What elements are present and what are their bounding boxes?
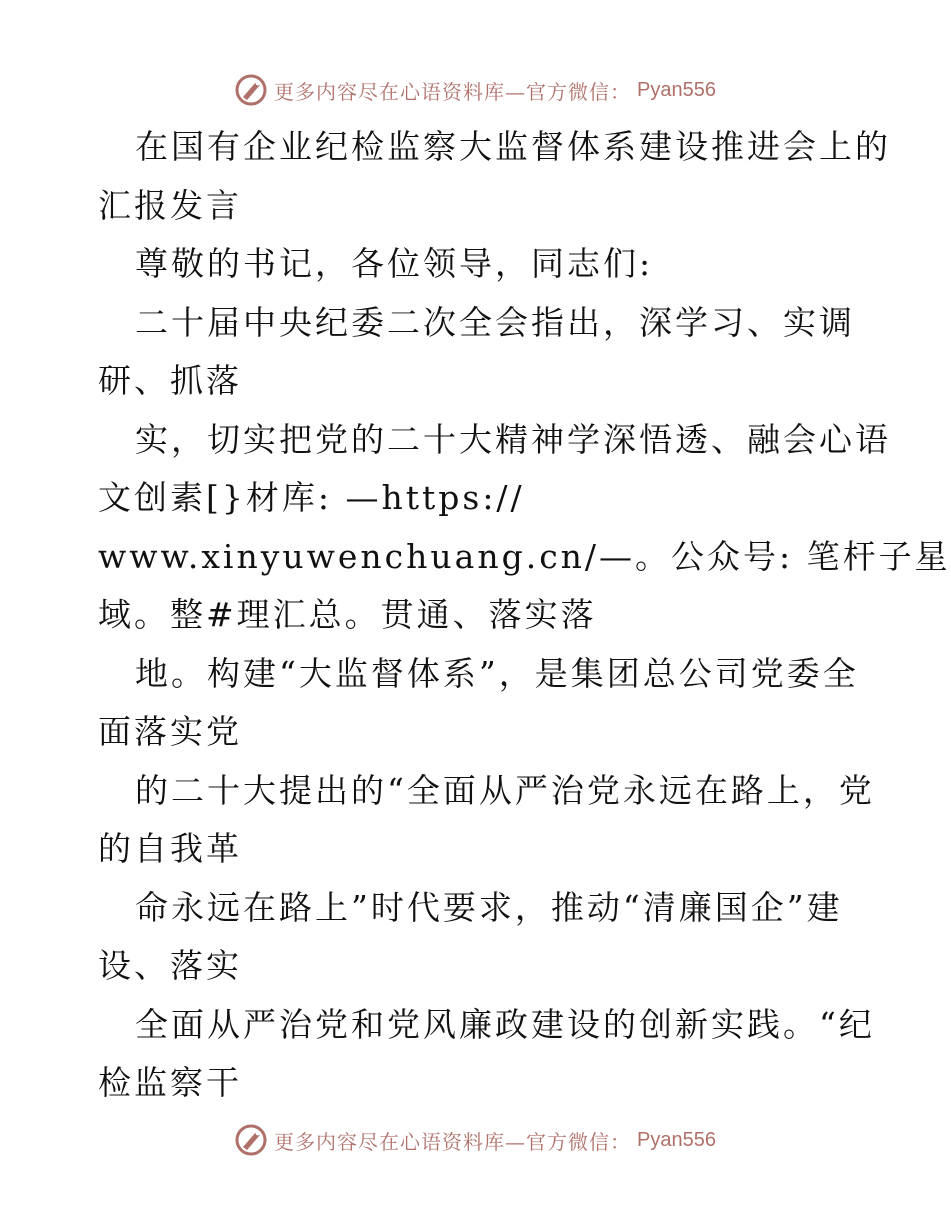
body-line: 的二十大提出的“全面从严治党永远在路上，党: [135, 770, 875, 810]
body-line: 汇报发言: [98, 185, 242, 225]
pen-seal-icon: [234, 1123, 268, 1157]
body-line: 检监察干: [98, 1063, 242, 1102]
footer-brand-text: 更多内容尽在心语资料库—官方微信：: [274, 1129, 632, 1154]
body-line: 尊敬的书记，各位领导，同志们:: [135, 244, 654, 283]
footer-banner: [0, 1120, 950, 1160]
body-line: 命永远在路上”时代要求，推动“清廉国企”建: [135, 887, 843, 927]
body-line: 文创素[}材库: —https://: [98, 478, 525, 517]
pen-seal-icon: [234, 73, 268, 107]
body-line: 域。整#理汇总。贯通、落实落: [98, 595, 597, 634]
body-line: 研、抓落: [98, 361, 242, 400]
body-line: 实，切实把党的二十大精神学深悟透、融会心语: [135, 419, 891, 459]
document-body: [98, 118, 951, 1113]
body-line: 在国有企业纪检监察大监督体系建设推进会上的: [135, 127, 891, 166]
header-handle-text: Pyan556: [637, 78, 716, 101]
body-line: 面落实党: [98, 712, 242, 751]
footer-handle-text: Pyan556: [637, 1128, 716, 1151]
body-line: 地。构建“大监督体系”，是集团总公司党委全: [135, 653, 859, 693]
body-line: 全面从严治党和党风廉政建设的创新实践。“纪: [135, 1004, 875, 1044]
body-line: 设、落实: [98, 946, 242, 985]
body-line: 的自我革: [98, 829, 242, 868]
body-line: 二十届中央纪委二次全会指出，深学习、实调: [135, 302, 855, 342]
header-banner: [0, 70, 950, 110]
header-brand-text: 更多内容尽在心语资料库—官方微信：: [274, 79, 632, 104]
body-line: www.xinyuwenchuang.cn/—。公众号: 笔杆子星: [98, 536, 951, 576]
